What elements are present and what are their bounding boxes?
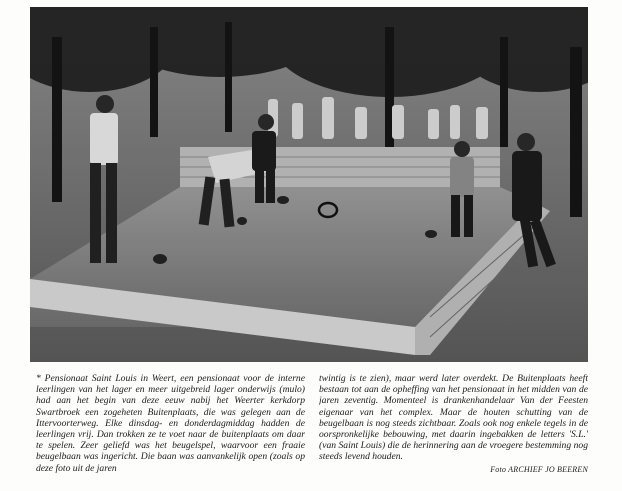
photo-caption (36, 373, 588, 485)
caption-text-left: * Pensionaat Saint Louis in Weert, een pensionaat voor de interne leerlingen van het lager en meer uitgebreid lager onderwijs (mulo) had aan het begin van deze eeuw nabij het Weerter kerkdorp Swartbroek een zogeheten Buitenplaats, die was gelegen aan de Ittervoorterweg. Elke dinsdag- en donderdagmiddag hadden de leerlingen vrij. Dan trokken ze te voet naar de buitenplaats om daar te spelen. Zeer geliefd was het beugelspel, waarvoor een fraaie beugelbaan was ingericht. Die baan was aanvankelijk open (zoals op deze foto uit de jaren (36, 373, 305, 474)
photo-credit: Foto ARCHIEF JO BEEREN (490, 464, 588, 474)
caption-text-right: twintig is te zien), maar werd later overdekt. De Buitenplaats heeft bestaan tot aan de opheffing van het pensionaat in het midden van de jaren zeventig. Momenteel is drankenhandelaar Van der Feesten eigenaar van het complex. Maar de houten schutting van de beugelbaan is nog steeds zichtbaar. Zoals ook nog enkele tegels in de oorspronkelijke bebouwing, met daarin ingebakken de letters 'S.L.' (van Saint Louis) die de herinnering aan de vroegere bestemming nog steeds levend houden. (319, 373, 588, 463)
archive-photo (30, 7, 588, 362)
caption-column-left (36, 373, 305, 485)
photo-illustration (30, 7, 588, 362)
caption-column-right (319, 373, 588, 485)
photo-grain (30, 7, 588, 362)
